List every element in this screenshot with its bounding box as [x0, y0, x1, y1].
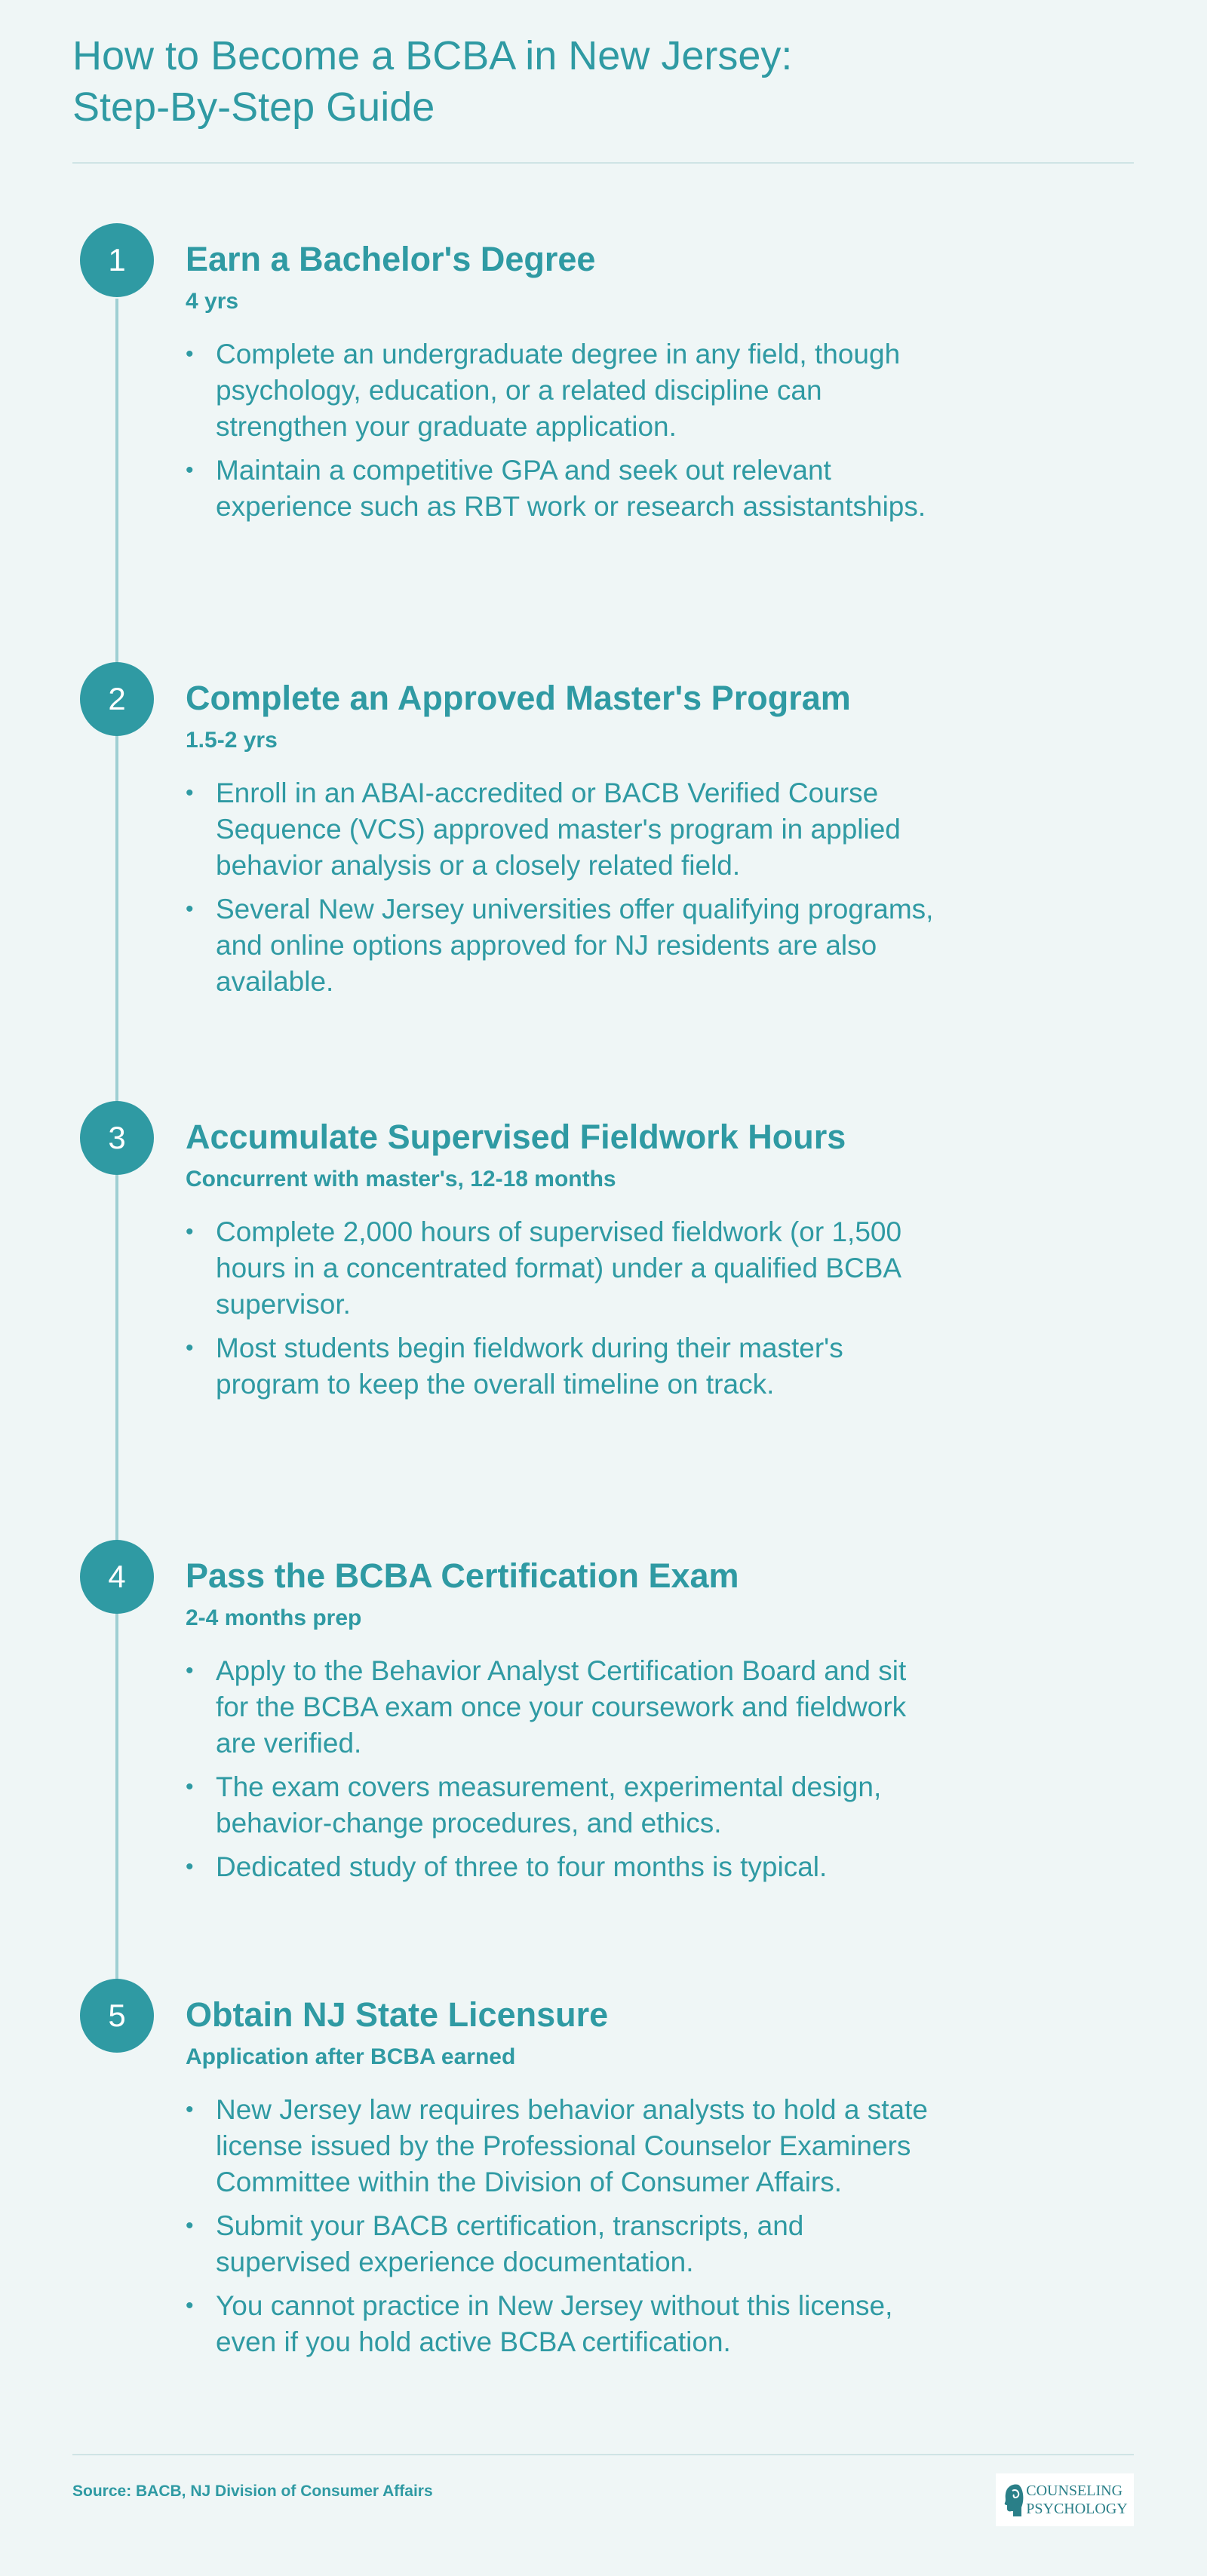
step-bullet-list — [186, 336, 940, 525]
step-duration: 4 yrs — [186, 289, 239, 314]
logo-line-2: PSYCHOLOGY — [1026, 2501, 1128, 2517]
list-item — [186, 775, 940, 884]
step-title: Complete an Approved Master's Program — [186, 679, 851, 717]
bullet-text: Submit your BACB certification, transcripts, and supervised experience documentation. — [216, 2210, 804, 2277]
step-duration: 1.5-2 yrs — [186, 728, 278, 753]
bullet-icon: • — [186, 1219, 194, 1244]
list-item — [186, 2092, 940, 2200]
bullet-text: Apply to the Behavior Analyst Certification Board and sit for the BCBA exam once your coursework and fieldwork are verified. — [216, 1655, 907, 1759]
bullet-icon: • — [186, 1658, 194, 1683]
bullet-text: New Jersey law requires behavior analysts to hold a state license issued by the Professional Counselor Examiners Committee within the Division of Consumer Affairs. — [216, 2094, 928, 2197]
step-title: Earn a Bachelor's Degree — [186, 240, 596, 278]
bullet-icon: • — [186, 342, 194, 366]
step-title: Pass the BCBA Certification Exam — [186, 1556, 739, 1595]
step-content — [186, 1992, 940, 2368]
step-number-badge: 5 — [80, 1979, 154, 2053]
step-title: Accumulate Supervised Fieldwork Hours — [186, 1118, 846, 1156]
list-item — [186, 1849, 940, 1885]
logo-wordmark — [1026, 2482, 1127, 2518]
list-item — [186, 1330, 940, 1403]
bullet-text: Enroll in an ABAI-accredited or BACB Verified Course Sequence (VCS) approved master's program in applied behavior analysis or a closely related field. — [216, 777, 901, 881]
step-duration: Concurrent with master's, 12-18 months — [186, 1167, 616, 1191]
step-bullet-list — [186, 1214, 940, 1403]
step-number-badge: 3 — [80, 1101, 154, 1175]
page-title — [72, 30, 1053, 133]
step-number-badge: 1 — [80, 223, 154, 297]
bullet-text: Most students begin fieldwork during their master's program to keep the overall timeline on track. — [216, 1332, 843, 1400]
bullet-icon: • — [186, 897, 194, 922]
bullet-text: Several New Jersey universities offer qualifying programs, and online options approved for NJ residents are also available. — [216, 894, 934, 997]
list-item — [186, 1769, 940, 1842]
bullet-icon: • — [186, 458, 194, 483]
step-title: Obtain NJ State Licensure — [186, 1995, 609, 2034]
bullet-text: You cannot practice in New Jersey without this license, even if you hold active BCBA certification. — [216, 2290, 893, 2357]
source-citation: Source: BACB, NJ Division of Consumer Affairs — [72, 2482, 433, 2500]
step-bullet-list — [186, 1653, 940, 1885]
logo-line-1: COUNSELING — [1026, 2482, 1123, 2499]
step-content — [186, 237, 940, 532]
step-duration: 2-4 months prep — [186, 1605, 362, 1630]
list-item — [186, 1214, 940, 1323]
counseling-psychology-logo — [996, 2473, 1134, 2526]
list-item — [186, 336, 940, 445]
step-content — [186, 676, 940, 1007]
bullet-text: Complete an undergraduate degree in any field, though psychology, education, or a related discipline can strengthen your graduate application. — [216, 339, 901, 442]
bullet-text: Maintain a competitive GPA and seek out relevant experience such as RBT work or research assistantships. — [216, 455, 926, 522]
bullet-icon: • — [186, 1854, 194, 1879]
step-content — [186, 1115, 940, 1410]
list-item — [186, 2208, 940, 2280]
header-divider — [72, 162, 1134, 164]
bullet-icon: • — [186, 1336, 194, 1360]
bullet-icon: • — [186, 1774, 194, 1799]
bullet-text: Dedicated study of three to four months is typical. — [216, 1851, 828, 1882]
list-item — [186, 2288, 940, 2360]
bullet-icon: • — [186, 2293, 194, 2318]
page-title-line-2: Step-By-Step Guide — [72, 84, 435, 130]
bullet-icon: • — [186, 780, 194, 805]
step-number-badge: 2 — [80, 662, 154, 736]
step-bullet-list — [186, 775, 940, 1000]
bullet-icon: • — [186, 2213, 194, 2238]
list-item — [186, 452, 940, 525]
list-item — [186, 1653, 940, 1762]
head-profile-icon — [1002, 2480, 1024, 2519]
list-item — [186, 891, 940, 1000]
page-title-line-1: How to Become a BCBA in New Jersey: — [72, 33, 793, 78]
step-duration: Application after BCBA earned — [186, 2044, 516, 2069]
bullet-text: The exam covers measurement, experimental design, behavior-change procedures, and ethics. — [216, 1771, 882, 1838]
step-number-badge: 4 — [80, 1540, 154, 1614]
bullet-text: Complete 2,000 hours of supervised fieldwork (or 1,500 hours in a concentrated format) under a qualified BCBA supervisor. — [216, 1216, 902, 1320]
footer-divider — [72, 2454, 1134, 2455]
bullet-icon: • — [186, 2097, 194, 2122]
step-bullet-list — [186, 2092, 940, 2360]
step-content — [186, 1553, 940, 1893]
